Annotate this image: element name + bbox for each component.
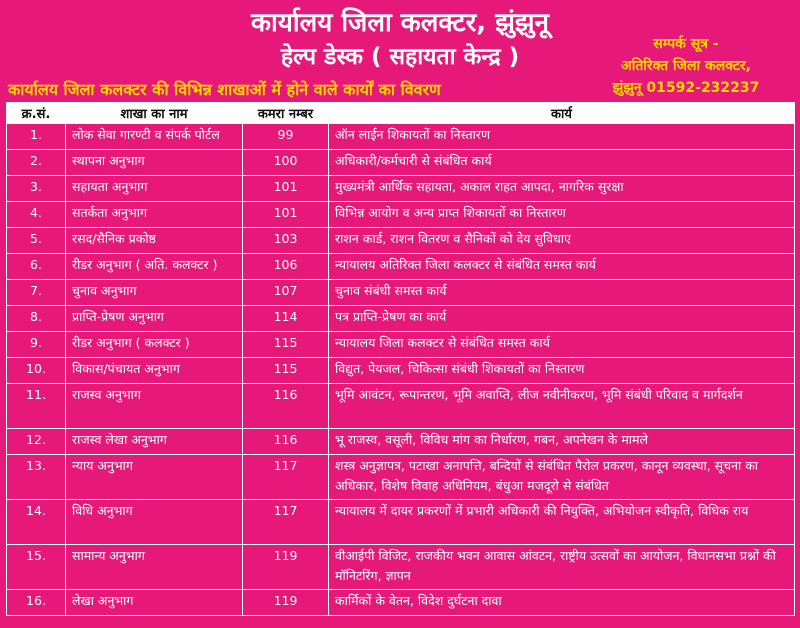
serial-cell: 5. (7, 228, 66, 254)
branch-cell: लोक सेवा गारण्टी व संपर्क पोर्टल (66, 124, 243, 150)
table-row (7, 500, 795, 545)
work-cell: विभिन्न आयोग व अन्य प्राप्त शिकायतों का निस्तारण (329, 202, 795, 228)
work-cell: न्यायालय अतिरिक्त जिला कलक्टर से संबंधित समस्त कार्य (329, 254, 795, 280)
header-room: कमरा नम्बर (243, 103, 329, 124)
branch-cell: न्याय अनुभाग (66, 455, 243, 500)
room-cell: 115 (243, 358, 329, 384)
branch-cell: सहायता अनुभाग (66, 176, 243, 202)
table-row (7, 332, 795, 358)
branch-cell: लेखा अनुभाग (66, 590, 243, 616)
header-branch: शाखा का नाम (66, 103, 243, 124)
table-row (7, 254, 795, 280)
room-cell: 106 (243, 254, 329, 280)
serial-cell: 3. (7, 176, 66, 202)
work-cell: कार्मिकों के वेतन, विदेश दुर्घटना दावा (329, 590, 795, 616)
work-cell: मुख्यमंत्री आर्थिक सहायता, अकाल राहत आपदा, नागरिक सुरक्षा (329, 176, 795, 202)
work-cell: पत्र प्राप्ति-प्रेषण का कार्य (329, 306, 795, 332)
room-cell: 100 (243, 150, 329, 176)
serial-cell: 9. (7, 332, 66, 358)
branch-cell: रीडर अनुभाग ( अति. कलक्टर ) (66, 254, 243, 280)
work-cell: न्यायालय में दायर प्रकरणों में प्रभारी अधिकारी की नियुक्ति, अभियोजन स्वीकृति, विधिक राय (329, 500, 795, 545)
table-row (7, 228, 795, 254)
branch-cell: सतर्कता अनुभाग (66, 202, 243, 228)
serial-cell: 8. (7, 306, 66, 332)
table-row (7, 545, 795, 590)
serial-cell: 1. (7, 124, 66, 150)
table-row (7, 384, 795, 429)
work-cell: वीआईपी विजिट, राजकीय भवन आवास आंवटन, राष्ट्रीय उत्सवों का आयोजन, विधानसभा प्रश्नों की मॉनिटरिंग, ज्ञापन (329, 545, 795, 590)
work-cell: भू राजस्व, वसूली, विविध मांग का निर्धारण, गबन, अपनेखन के मामले (329, 429, 795, 455)
serial-cell: 10. (7, 358, 66, 384)
work-cell: राशन कार्ड, राशन वितरण व सैनिकों को देय सुविधाए (329, 228, 795, 254)
room-cell: 101 (243, 202, 329, 228)
work-cell: चुनाव संबंधी समस्त कार्य (329, 280, 795, 306)
serial-cell: 13. (7, 455, 66, 500)
room-cell: 101 (243, 176, 329, 202)
work-cell: विद्युत, पेयजल, चिकित्सा संबंधी शिकायतों का निस्तारण (329, 358, 795, 384)
serial-cell: 16. (7, 590, 66, 616)
table-row (7, 455, 795, 500)
table-row (7, 202, 795, 228)
branch-cell: विकास/पंचायत अनुभाग (66, 358, 243, 384)
table-description: कार्यालय जिला कलक्टर की विभिन्न शाखाओं में होने वाले कार्यों का विवरण (8, 80, 441, 99)
branches-table (6, 102, 795, 616)
room-cell: 116 (243, 429, 329, 455)
serial-cell: 12. (7, 429, 66, 455)
room-cell: 116 (243, 384, 329, 429)
page-subtitle: हेल्प डेस्क ( सहायता केन्द्र ) (280, 44, 520, 70)
room-cell: 119 (243, 590, 329, 616)
contact-info (586, 33, 786, 99)
header-work: कार्य (329, 103, 795, 124)
room-cell: 114 (243, 306, 329, 332)
branch-cell: राजस्व अनुभाग (66, 384, 243, 429)
serial-cell: 7. (7, 280, 66, 306)
table-header-row (7, 103, 795, 124)
room-cell: 115 (243, 332, 329, 358)
branch-cell: राजस्व लेखा अनुभाग (66, 429, 243, 455)
contact-label: सम्पर्क सूत्र - (653, 36, 719, 52)
contact-phone: झुंझुनू 01592-232237 (612, 80, 760, 96)
table-row (7, 150, 795, 176)
table-row (7, 124, 795, 150)
branch-cell: रसद/सैनिक प्रकोष्ठ (66, 228, 243, 254)
room-cell: 99 (243, 124, 329, 150)
serial-cell: 2. (7, 150, 66, 176)
work-cell: भूमि आवंटन, रूपान्तरण, भूमि अवाप्ति, लीज नवीनीकरण, भूमि संबंधी परिवाद व मार्गदर्शन (329, 384, 795, 429)
work-cell: न्यायालय जिला कलक्टर से संबंधित समस्त कार्य (329, 332, 795, 358)
branch-cell: सामान्य अनुभाग (66, 545, 243, 590)
table-row (7, 306, 795, 332)
table-row (7, 590, 795, 616)
room-cell: 103 (243, 228, 329, 254)
page-title: कार्यालय जिला कलक्टर, झुंझुनू (251, 8, 549, 38)
contact-designation: अतिरिक्त जिला कलक्टर, (621, 58, 751, 74)
branch-cell: रीडर अनुभाग ( कलक्टर ) (66, 332, 243, 358)
branch-cell: स्थापना अनुभाग (66, 150, 243, 176)
serial-cell: 4. (7, 202, 66, 228)
serial-cell: 6. (7, 254, 66, 280)
serial-cell: 11. (7, 384, 66, 429)
table-row (7, 280, 795, 306)
room-cell: 119 (243, 545, 329, 590)
branch-cell: प्राप्ति-प्रेषण अनुभाग (66, 306, 243, 332)
work-cell: अधिकारी/कर्मचारी से संबंधित कार्य (329, 150, 795, 176)
serial-cell: 15. (7, 545, 66, 590)
work-cell: शस्त्र अनुज्ञापत्र, पटाखा अनापत्ति, बन्दियों से संबंधित पैरोल प्रकरण, कानून व्यवस्था, सूचना का अधिकार, विशेष विवाह अधिनियम, बंधुआ मजदूरो से संबंधित (329, 455, 795, 500)
room-cell: 117 (243, 455, 329, 500)
branch-cell: विधि अनुभाग (66, 500, 243, 545)
room-cell: 107 (243, 280, 329, 306)
branch-cell: चुनाव अनुभाग (66, 280, 243, 306)
table-row (7, 358, 795, 384)
table-row (7, 429, 795, 455)
header-serial: क्र.सं. (7, 103, 66, 124)
serial-cell: 14. (7, 500, 66, 545)
work-cell: ऑन लाईन शिकायतों का निस्तारण (329, 124, 795, 150)
table-row (7, 176, 795, 202)
room-cell: 117 (243, 500, 329, 545)
